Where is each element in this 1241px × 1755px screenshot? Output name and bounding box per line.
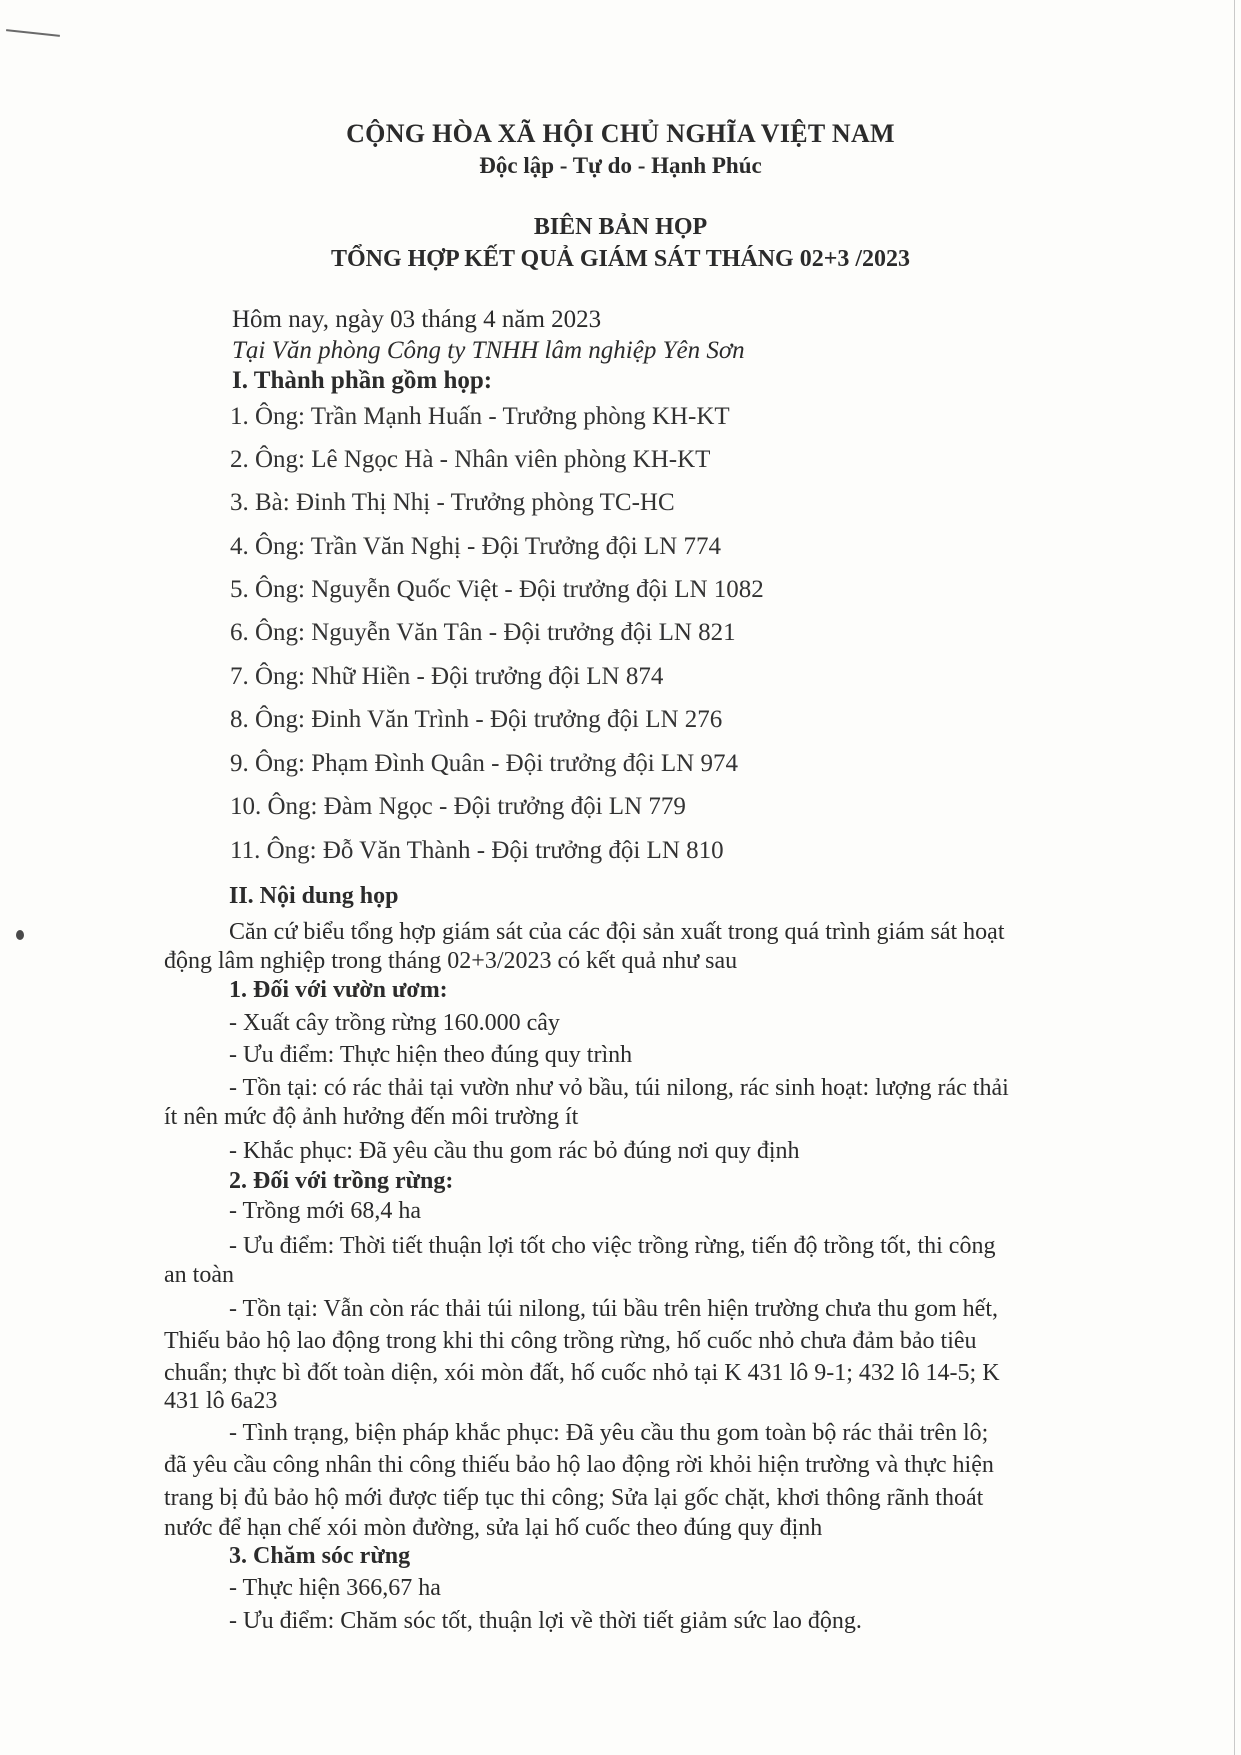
subheading-planting: 2. Đối với trồng rừng:	[229, 1168, 454, 1194]
attendee-item: 4. Ông: Trần Văn Nghị - Đội Trưởng đội LN 774	[230, 533, 721, 560]
planting-output: - Trồng mới 68,4 ha	[229, 1198, 422, 1224]
section-heading-attendees: I. Thành phần gồm họp:	[232, 367, 493, 394]
planting-advantage: an toàn	[164, 1262, 234, 1288]
attendee-item: 1. Ông: Trần Mạnh Huấn - Trưởng phòng KH-KT	[230, 403, 730, 430]
planting-fix: - Tình trạng, biện pháp khắc phục: Đã yêu cầu thu gom toàn bộ rác thải trên lô;	[229, 1420, 989, 1446]
meeting-place: Tại Văn phòng Công ty TNHH lâm nghiệp Yên Sơn	[232, 337, 745, 364]
nursery-advantage: - Ưu điểm: Thực hiện theo đúng quy trình	[229, 1042, 633, 1068]
punch-hole-mark	[16, 930, 24, 940]
section-heading-content: II. Nội dung họp	[229, 883, 399, 909]
nursery-issue: - Tồn tại: có rác thải tại vườn như vỏ bầu, túi nilong, rác sinh hoạt: lượng rác thải	[229, 1075, 1009, 1101]
attendee-item: 9. Ông: Phạm Đình Quân - Đội trưởng đội LN 974	[230, 750, 738, 777]
attendee-item: 7. Ông: Nhữ Hiền - Đội trưởng đội LN 874	[230, 663, 664, 690]
care-output: - Thực hiện 366,67 ha	[229, 1575, 441, 1601]
attendee-item: 2. Ông: Lê Ngọc Hà - Nhân viên phòng KH-KT	[230, 446, 711, 473]
meeting-date: Hôm nay, ngày 03 tháng 4 năm 2023	[232, 306, 602, 333]
document-title: BIÊN BẢN HỌP	[533, 214, 708, 240]
content-intro: động lâm nghiệp trong tháng 02+3/2023 có kết quả như sau	[164, 948, 738, 974]
pen-mark	[6, 29, 60, 37]
planting-fix: đã yêu cầu công nhân thi công thiếu bảo hộ lao động rời khỏi hiện trường và thực hiện	[164, 1452, 994, 1478]
planting-issue: chuẩn; thực bì đốt toàn diện, xói mòn đất, hố cuốc nhỏ tại K 431 lô 9-1; 432 lô 14-5; K	[164, 1360, 1000, 1386]
attendee-item: 10. Ông: Đàm Ngọc - Đội trưởng đội LN 779	[230, 793, 686, 820]
subheading-nursery: 1. Đối với vườn ươm:	[229, 977, 448, 1003]
subheading-care: 3. Chăm sóc rừng	[229, 1543, 411, 1569]
content-intro: Căn cứ biểu tổng hợp giám sát của các đội sản xuất trong quá trình giám sát hoạt	[229, 919, 1005, 945]
attendee-item: 6. Ông: Nguyễn Văn Tân - Đội trưởng đội LN 821	[230, 619, 736, 646]
nursery-fix: - Khắc phục: Đã yêu cầu thu gom rác bỏ đúng nơi quy định	[229, 1138, 800, 1164]
planting-advantage: - Ưu điểm: Thời tiết thuận lợi tốt cho việc trồng rừng, tiến độ trồng tốt, thi công	[229, 1233, 996, 1259]
planting-fix: nước để hạn chế xói mòn đường, sửa lại hố cuốc theo đúng quy định	[164, 1515, 823, 1541]
attendee-item: 8. Ông: Đinh Văn Trình - Đội trưởng đội LN 276	[230, 706, 723, 733]
attendee-item: 3. Bà: Đinh Thị Nhị - Trưởng phòng TC-HC	[230, 489, 675, 516]
planting-issue: 431 lô 6a23	[164, 1388, 278, 1414]
planting-fix: trang bị đủ bảo hộ mới được tiếp tục thi công; Sửa lại gốc chặt, khơi thông rãnh thoát	[164, 1485, 984, 1511]
nursery-output: - Xuất cây trồng rừng 160.000 cây	[229, 1010, 560, 1036]
attendee-item: 5. Ông: Nguyễn Quốc Việt - Đội trưởng đội LN 1082	[230, 576, 764, 603]
planting-issue: Thiếu bảo hộ lao động trong khi thi công trồng rừng, hố cuốc nhỏ chưa đảm bảo tiêu	[164, 1328, 977, 1354]
national-title: CỘNG HÒA XÃ HỘI CHỦ NGHĨA VIỆT NAM	[346, 119, 895, 148]
national-motto: Độc lập - Tự do - Hạnh Phúc	[479, 153, 762, 178]
care-advantage: - Ưu điểm: Chăm sóc tốt, thuận lợi về thời tiết giảm sức lao động.	[229, 1608, 862, 1634]
planting-issue: - Tồn tại: Vẫn còn rác thải túi nilong, túi bầu trên hiện trường chưa thu gom hết,	[229, 1296, 998, 1322]
document-subtitle: TỔNG HỢP KẾT QUẢ GIÁM SÁT THÁNG 02+3 /2023	[330, 246, 911, 272]
nursery-issue: ít nên mức độ ảnh hưởng đến môi trường ít	[164, 1104, 579, 1130]
attendee-item: 11. Ông: Đỗ Văn Thành - Đội trưởng đội LN 810	[230, 837, 724, 864]
